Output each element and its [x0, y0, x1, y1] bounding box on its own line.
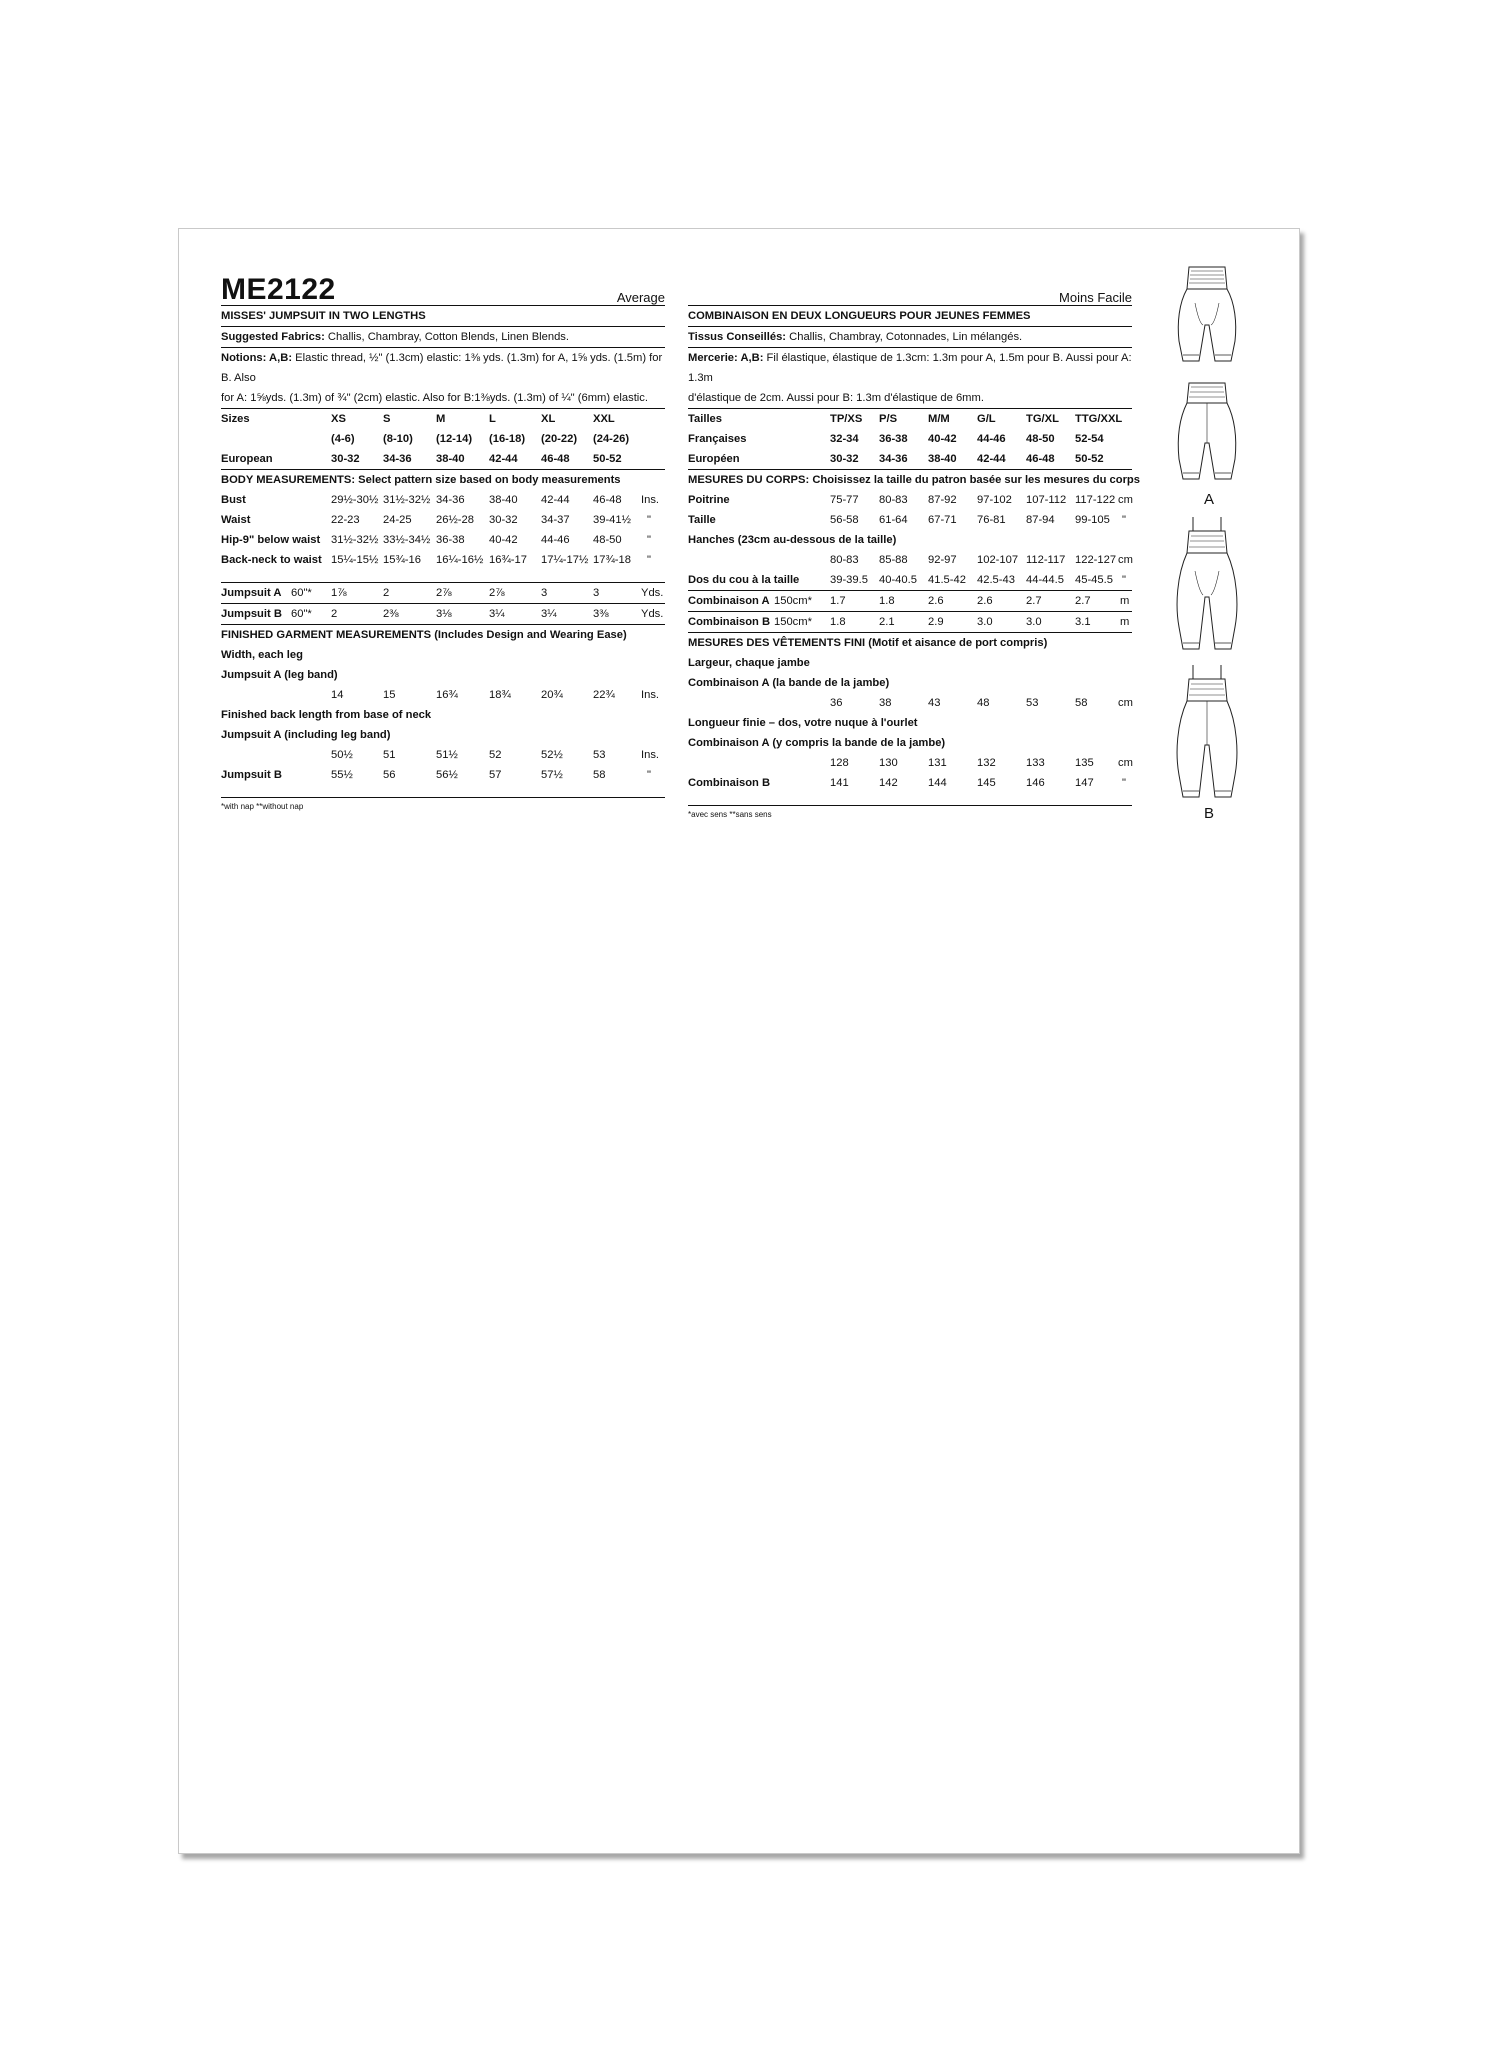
body-row-back-neck: Back-neck to waist 15¼-15½ 15¾-16 16¼-16½ 16¾-17 17¼-17½ 17¾-18 "	[221, 554, 651, 566]
yardage-row-b: Jumpsuit B 60"* 2 2⅜ 3⅛ 3¼ 3¼ 3⅜ Yds.	[221, 604, 665, 625]
jumpsuit-b-back-drawing	[1169, 663, 1245, 805]
yardage-row-b-fr: Combinaison B 150cm* 1.8 2.1 2.9 3.0 3.0 3.1 m	[688, 612, 1132, 633]
footnote: *with nap **without nap	[221, 802, 304, 811]
body-row-waist: Waist 22-23 24-25 26½-28 30-32 34-37 39-41½ "	[221, 514, 651, 526]
length-label: Finished back length from base of neck	[221, 709, 432, 721]
body-row-hip: Hip-9" below waist 31½-32½ 33½-34½ 36-38 40-42 44-46 48-50 "	[221, 534, 651, 546]
width-values-row-fr: 36 38 43 48 53 58 cm	[830, 697, 1133, 709]
suggested-fabrics-fr: Tissus Conseillés: Challis, Chambray, Cotonnades, Lin mélangés.	[688, 327, 1132, 348]
french-column	[688, 229, 1140, 819]
pattern-code: ME2122	[221, 273, 336, 306]
sizes-row-fr: Tailles TP/XS P/S M/M G/L TG/XL TTG/XXL	[688, 413, 1123, 425]
body-measurements-heading: BODY MEASUREMENTS: Select pattern size based on body measurements	[221, 474, 621, 486]
finished-measurements-heading-fr: MESURES DES VÊTEMENTS FINI (Motif et aisance de port compris)	[688, 637, 1048, 649]
jumpsuit-a-back-drawing	[1169, 379, 1245, 491]
pattern-envelope-back	[178, 228, 1300, 1854]
jumpsuit-b-front-drawing	[1169, 515, 1245, 655]
length-a-values-row: 50½ 51 51½ 52 52½ 53 Ins.	[331, 749, 660, 761]
width-values-row: 14 15 16¾ 18¾ 20¾ 22¾ Ins.	[331, 689, 660, 701]
length-sub-label: Jumpsuit A (including leg band)	[221, 729, 391, 741]
length-b-values-row-fr: Combinaison B 141 142 144 145 146 147 "	[688, 777, 1126, 789]
french-sizes-row: Françaises 32-34 36-38 40-42 44-46 48-50 52-54	[688, 433, 1104, 445]
length-label-fr: Longueur finie – dos, votre nuque à l'ourlet	[688, 717, 918, 729]
hip-values-row-fr: 80-83 85-88 92-97 102-107 112-117 122-127 cm	[830, 554, 1133, 566]
european-sizes-row-fr: Européen 30-32 34-36 38-40 42-44 46-48 50-52	[688, 449, 1132, 470]
pattern-title-fr: COMBINAISON EN DEUX LONGUEURS POUR JEUNES FEMMES	[688, 306, 1132, 327]
yardage-row-a-fr: Combinaison A 150cm* 1.7 1.8 2.6 2.6 2.7 2.7 m	[688, 591, 1132, 612]
suggested-fabrics: Suggested Fabrics: Challis, Chambray, Cotton Blends, Linen Blends.	[221, 327, 665, 348]
finished-measurements-heading: FINISHED GARMENT MEASUREMENTS (Includes Design and Wearing Ease)	[221, 629, 627, 641]
difficulty-level-fr: Moins Facile	[1059, 290, 1132, 305]
length-b-values-row: Jumpsuit B 55½ 56 56½ 57 57½ 58 "	[221, 769, 651, 781]
body-row-bust: Bust 29½-30½ 31½-32½ 34-36 38-40 42-44 46-48 Ins.	[221, 494, 660, 506]
sizes-row: Sizes XS S M L XL XXL	[221, 413, 615, 425]
width-label: Width, each leg	[221, 649, 303, 661]
width-sub-label-fr: Combinaison A (la bande de la jambe)	[688, 677, 890, 689]
footnote-fr: *avec sens **sans sens	[688, 810, 772, 819]
difficulty-level: Average	[616, 290, 665, 305]
notions: Notions: A,B: Elastic thread, ½" (1.3cm) elastic: 1⅜ yds. (1.3m) for A, 1⅝ yds. (1.5m) for B. Also for A: 1⅝yds. (1.3m) of ¾" (2cm) elastic. Also for B:1⅜yds. (1.3m) of ¼" (6mm) elastic.	[221, 348, 665, 409]
view-label-a: A	[1204, 491, 1215, 508]
view-label-b: B	[1204, 805, 1215, 822]
separator	[221, 570, 665, 583]
body-row-poitrine: Poitrine 75-77 80-83 87-92 97-102 107-112 117-122 cm	[688, 494, 1133, 506]
body-measurements-heading-fr: MESURES DU CORPS: Choisissez la taille du patron basée sur les mesures du corps	[688, 474, 1140, 486]
english-header	[221, 263, 665, 306]
french-header	[688, 263, 1132, 306]
english-column	[221, 229, 665, 811]
notions-fr: Mercerie: A,B: Fil élastique, élastique de 1.3cm: 1.3m pour A, 1.5m pour B. Aussi pour A: 1.3m d'élastique de 2cm. Aussi pour B: 1.3m d'élastique de 6mm.	[688, 348, 1132, 409]
separator	[688, 793, 1132, 806]
size-numbers-row: (4-6) (8-10) (12-14) (16-18) (20-22) (24-26)	[331, 433, 630, 445]
body-row-taille: Taille 56-58 61-64 67-71 76-81 87-94 99-105 "	[688, 514, 1126, 526]
european-sizes-row: European 30-32 34-36 38-40 42-44 46-48 50-52	[221, 449, 665, 470]
width-sub-label: Jumpsuit A (leg band)	[221, 669, 338, 681]
back-row-fr: Dos du cou à la taille 39-39.5 40-40.5 41.5-42 42.5-43 44-44.5 45-45.5 "	[688, 570, 1132, 591]
separator	[221, 785, 665, 798]
length-sub-label-fr: Combinaison A (y compris la bande de la jambe)	[688, 737, 946, 749]
jumpsuit-a-front-drawing	[1169, 263, 1245, 371]
yardage-row-a: Jumpsuit A 60"* 1⅞ 2 2⅞ 2⅞ 3 3 Yds.	[221, 583, 665, 604]
pattern-title: MISSES' JUMPSUIT IN TWO LENGTHS	[221, 306, 665, 327]
width-label-fr: Largeur, chaque jambe	[688, 657, 810, 669]
hip-label-fr: Hanches (23cm au-dessous de la taille)	[688, 534, 897, 546]
length-a-values-row-fr: 128 130 131 132 133 135 cm	[830, 757, 1133, 769]
